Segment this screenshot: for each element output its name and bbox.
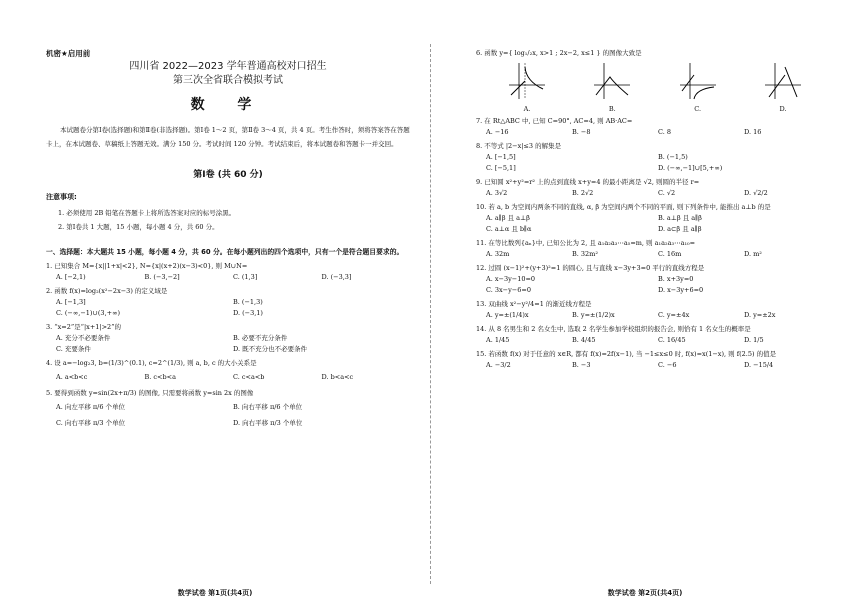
option: B. (−1,5)	[658, 153, 688, 161]
option: A. a∥β 且 a⊥β	[486, 214, 530, 222]
question-stem: 10. 若 a, b 为空间内两条不同的直线, α, β 为空间内两个不同的平面, 则下列条件中, 能推出 a⊥b 的是	[476, 203, 771, 211]
page-footer: 数学试卷 第2页(共4页)	[607, 589, 683, 597]
question-stem: 5. 要得到函数 y=sin(2x+π/3) 的图像, 只需要将函数 y=sin 2x 的图像	[46, 389, 254, 397]
question-stem: 6. 函数 y={ log₁/₂x, x>1 ; 2x−2, x≤1 } 的图像大致是	[476, 49, 642, 57]
question-8	[476, 141, 830, 174]
graph-option-d	[742, 61, 824, 113]
notice-item: 1. 必须使用 2B 铅笔在答题卡上将所选答案对应的标号涂黑。	[58, 209, 236, 217]
question-9	[476, 177, 830, 199]
question-stem: 14. 从 8 名男生和 2 名女生中, 选取 2 名学生参加学校组织的报告会, 则恰有 1 名女生的概率是	[476, 325, 751, 333]
question-5	[46, 388, 410, 431]
option: A. [−1,3]	[56, 298, 86, 306]
option: B. (−3,−2]	[144, 273, 180, 281]
option: A. 向左平移 π/6 个单位	[56, 403, 126, 411]
option: B. −3	[572, 361, 591, 369]
option: B.	[608, 105, 616, 113]
option: D. m²	[744, 250, 762, 258]
function-graph-b-icon	[592, 61, 632, 101]
option: B. (−1,3)	[233, 298, 263, 306]
question-6-graphs	[476, 61, 830, 113]
question-stem: 7. 在 Rt△ABC 中, 已知 C=90°, AC=4, 则 AB·AC=	[476, 117, 633, 125]
option: A. −16	[486, 128, 509, 136]
section-heading: 第Ⅰ卷 (共 60 分)	[193, 170, 263, 180]
option: A. 32m	[486, 250, 510, 258]
option: A. y=±(1/4)x	[486, 311, 529, 319]
question-stem: 8. 不等式 |2−x|≤3 的解集是	[476, 142, 562, 150]
option: D. √2/2	[744, 189, 768, 197]
function-graph-a-icon	[507, 61, 547, 101]
question-12	[476, 263, 830, 296]
right-question-list	[476, 116, 830, 371]
question-13	[476, 299, 830, 321]
option: C. √2	[658, 189, 676, 197]
exam-title-line-1: 四川省 2022—2023 学年普通高校对口招生	[129, 61, 327, 72]
question-4	[46, 358, 410, 385]
option: C. 向右平移 π/3 个单位	[56, 419, 126, 427]
exam-intro: 本试题卷分第Ⅰ卷(选择题)和第Ⅱ卷(非选择题)。第Ⅰ卷 1～2 页，第Ⅱ卷 3～4 页，共 4 页。考生作答时，须将答案答在答题卡上，在本试题卷、草稿纸上答题无效。满分 150 分。考试时间 120 分钟。考试结束后，将本试题卷和答题卡一并交回。	[46, 126, 410, 148]
option: B. 4/45	[572, 336, 596, 344]
question-stem: 2. 函数 f(x)=log₂(x²−2x−3) 的定义域是	[46, 287, 168, 295]
question-stem: 15. 若函数 f(x) 对于任意的 x∈R, 都有 f(x)=2f(x−1), 当 −1≤x≤0 时, f(x)=x(1−x), 则 f(2.5) 的值是	[476, 350, 777, 358]
option: A. 充分不必要条件	[56, 334, 111, 342]
option: D. a⊂β 且 a∥β	[658, 225, 702, 233]
question-stem: 13. 双曲线 x²−y²/4=1 的渐近线方程是	[476, 300, 592, 308]
option: C. −6	[658, 361, 677, 369]
option: D. x−3y+6=0	[658, 286, 704, 294]
option: A. a<b<c	[56, 373, 88, 381]
question-2	[46, 286, 410, 319]
option: D. (−3,1)	[233, 309, 263, 317]
question-1	[46, 261, 410, 283]
option: C. a⊥α 且 b∥α	[486, 225, 532, 233]
option: C. 16/45	[658, 336, 686, 344]
question-stem: 3. “x=2”是“|x+1|>2”的	[46, 323, 122, 331]
option: B. x+3y=0	[658, 275, 694, 283]
subject-title: 数 学	[190, 97, 266, 113]
question-stem: 12. 过圆 (x−1)²+(y+3)²=1 的圆心, 且与直线 x−3y+3=0 平行的直线方程是	[476, 264, 705, 272]
option: A. 3√2	[486, 189, 508, 197]
function-graph-d-icon	[763, 61, 803, 101]
option: D.	[779, 105, 787, 113]
function-graph-c-icon	[678, 61, 718, 101]
option: B. 必要不充分条件	[233, 334, 288, 342]
option: C. 8	[658, 128, 672, 136]
option: C. 充要条件	[56, 345, 91, 353]
question-14	[476, 324, 830, 346]
question-7	[476, 116, 830, 138]
question-15	[476, 349, 830, 371]
option: A. [−2,1)	[56, 273, 86, 281]
option: A. −3/2	[486, 361, 511, 369]
graph-option-b	[571, 61, 653, 113]
option: D. (−∞,−1]∪[5,+∞)	[658, 164, 723, 172]
option: B. −8	[572, 128, 591, 136]
option: D. 向右平移 π/3 个单位	[233, 419, 303, 427]
option: B. 32m²	[572, 250, 598, 258]
question-11	[476, 238, 830, 260]
option: B. 2√2	[572, 189, 594, 197]
right-page	[430, 0, 860, 608]
notice-title: 注意事项:	[46, 193, 77, 201]
option: A. 1/45	[486, 336, 510, 344]
option: D. 既不充分也不必要条件	[233, 345, 308, 353]
notice-item: 2. 第Ⅰ卷共 1 大题，15 小题，每小题 4 分，共 60 分。	[58, 223, 219, 231]
exam-title-line-2: 第三次全省联合模拟考试	[173, 75, 283, 86]
option: B. a⊥β 且 a∥β	[658, 214, 702, 222]
option: B. 向右平移 π/6 个单位	[233, 403, 303, 411]
option: D. y=±2x	[744, 311, 776, 319]
option: C. (−∞,−1)∪(3,+∞)	[56, 309, 121, 317]
question-stem: 9. 已知圆 x²+y²=r² 上的点到直线 x+y=4 的最小距离是 √2, 则圆的半径 r=	[476, 178, 700, 186]
option: C.	[694, 105, 702, 113]
option: C. c<a<b	[233, 373, 265, 381]
graph-option-a	[486, 61, 568, 113]
option: D. 16	[744, 128, 762, 136]
question-3	[46, 322, 410, 355]
option: C. y=±4x	[658, 311, 690, 319]
option: A.	[523, 105, 531, 113]
question-stem: 1. 已知集合 M={x||1+x|<2}, N={x|(x+2)(x−3)<0}, 则 M∪N=	[46, 262, 248, 270]
option: C. [−5,1]	[486, 164, 516, 172]
option: C. 16m	[658, 250, 682, 258]
question-stem: 4. 设 a=−log₂3, b=(1/3)^(0.1), c=2^(1/3), 则 a, b, c 的大小关系是	[46, 359, 257, 367]
option: A. [−1,5]	[486, 153, 516, 161]
question-10	[476, 202, 830, 235]
option: A. x−3y−10=0	[486, 275, 536, 283]
option: B. y=±(1/2)x	[572, 311, 615, 319]
option: B. c<b<a	[144, 373, 176, 381]
option: D. 1/5	[744, 336, 764, 344]
option: D. (−3,3]	[321, 273, 352, 281]
page-footer: 数学试卷 第1页(共4页)	[177, 589, 253, 597]
option: C. 3x−y−6=0	[486, 286, 531, 294]
option: D. b<a<c	[321, 373, 354, 381]
confidential-label: 机密★启用前	[46, 49, 91, 58]
part-instructions: 一、选择题：本大题共 15 小题，每小题 4 分，共 60 分。在每小题列出的四个选项中，只有一个是符合题目要求的。	[46, 248, 404, 256]
question-stem: 11. 在等比数列{aₙ}中, 已知公比为 2, 且 a₁a₂a₃⋯a₅=m, 则 a₁a₂a₃⋯a₁₀=	[476, 239, 696, 247]
option: C. (1,3]	[233, 273, 258, 281]
option: D. −15/4	[744, 361, 774, 369]
graph-option-c	[657, 61, 739, 113]
